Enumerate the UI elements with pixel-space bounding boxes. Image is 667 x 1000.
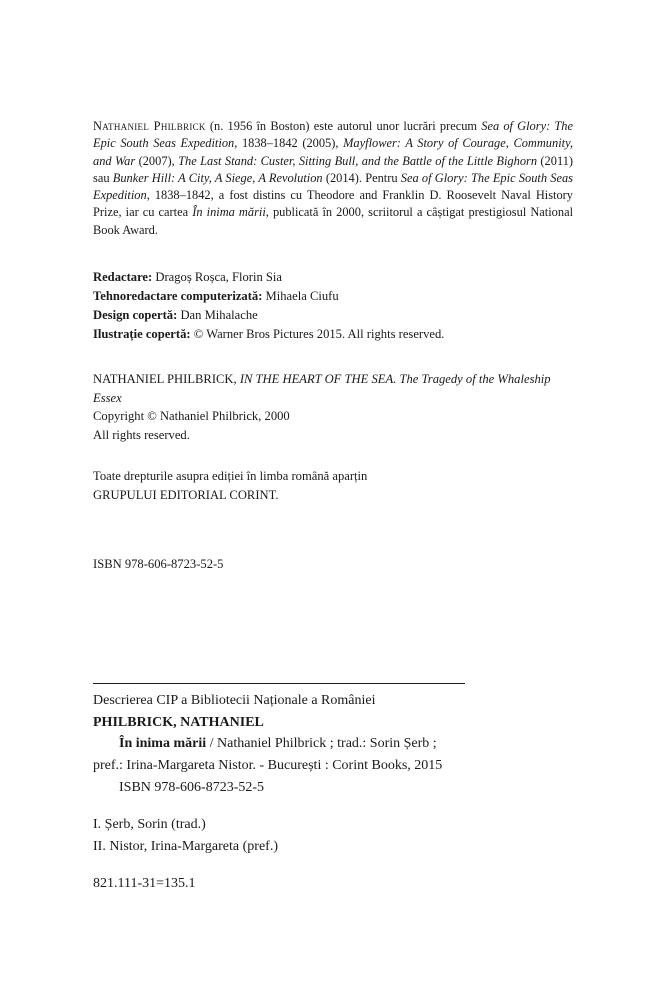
credit-value: © Warner Bros Pictures 2015. All rights reserved. [190, 327, 445, 341]
cip-isbn: ISBN 978-606-8723-52-5 [119, 779, 265, 795]
bio-book-title: Sea of Glory: The Epic South Seas Expedition [93, 170, 573, 203]
cip-author-name: PHILBRICK, NATHANIEL [93, 714, 264, 730]
original-title-line [93, 370, 573, 407]
credit-line [93, 287, 573, 306]
cip-header: Descrierea CIP a Bibliotecii Naționale a României [93, 693, 376, 708]
bio-book-title: În inima mării [192, 205, 266, 220]
credit-line [93, 306, 573, 325]
cip-block [93, 690, 593, 799]
credit-value: Dan Mihalache [177, 308, 258, 322]
original-author: NATHANIEL PHILBRICK, [93, 372, 240, 386]
bio-book-title: Sea of Glory: The Epic South Seas Expedition [93, 119, 573, 151]
credit-label: Redactare: [93, 270, 153, 284]
credit-line [93, 325, 573, 344]
cip-title-rest: / Nathaniel Philbrick ; trad.: Sorin Șerb ; [206, 736, 437, 752]
bio-text: , 1838–1842 (2005), [234, 136, 344, 151]
credit-label: Ilustrație copertă: [93, 327, 191, 341]
author-bio [93, 118, 573, 239]
bio-book-title: Bunker Hill: A City, A Siege, A Revolution [112, 170, 323, 185]
cip-class-2: II. Nistor, Irina-Margareta (pref.) [93, 838, 278, 854]
original-rights: All rights reserved. [93, 427, 190, 442]
romanian-rights-block [93, 467, 573, 504]
cip-publication-line: pref.: Irina-Margareta Nistor. - București : Corint Books, 2015 [93, 758, 443, 774]
original-title: IN THE HEART OF THE SEA. The Tragedy of the Whaleship Essex [93, 372, 551, 405]
bio-text: (2007), [135, 153, 179, 168]
credit-label: Tehnoredactare computerizată: [93, 289, 263, 303]
isbn: ISBN 978-606-8723-52-5 [93, 557, 224, 571]
cip-classification [93, 814, 573, 857]
cip-title-line [93, 733, 593, 755]
cip-author [93, 712, 593, 734]
bio-book-title: The Last Stand: Custer, Sitting Bull, and the Battle of the Little Bighorn [178, 153, 538, 168]
bio-text: (n. 1956 în Boston) este autorul unor lucrări precum [205, 119, 482, 133]
credit-line [93, 268, 573, 287]
rights-line-1: Toate drepturile asupra ediției în limba română aparțin [93, 469, 368, 483]
bio-text: (2011) sau [93, 153, 574, 185]
credits-block [93, 268, 573, 344]
bio-text: (2014). Pentru [322, 170, 401, 185]
cip-divider [93, 683, 465, 684]
original-copyright: Copyright © Nathaniel Philbrick, 2000 [93, 409, 290, 424]
bio-text: , 1838–1842, a fost distins cu Theodore and Franklin D. Roosevelt Naval History Prize, iar cu cartea [93, 188, 573, 220]
rights-line-2: GRUPULUI EDITORIAL CORINT. [93, 487, 279, 502]
credit-value: Mihaela Ciufu [262, 289, 339, 303]
bio-book-title: Mayflower: A Story of Courage, Community, and War [93, 136, 573, 168]
bio-text: , publicată în 2000, scriitorul a câștigat prestigiosul National Book Award. [93, 205, 574, 237]
credit-value: Dragoș Roșca, Florin Sia [152, 270, 282, 284]
bio-author-name: Nathaniel Philbrick [93, 119, 206, 133]
cip-title: În inima mării [119, 736, 207, 752]
cip-class-1: I. Șerb, Sorin (trad.) [93, 817, 206, 832]
credit-label: Design copertă: [93, 308, 178, 322]
original-edition-block [93, 370, 573, 444]
cip-udc-code: 821.111-31=135.1 [93, 876, 196, 891]
